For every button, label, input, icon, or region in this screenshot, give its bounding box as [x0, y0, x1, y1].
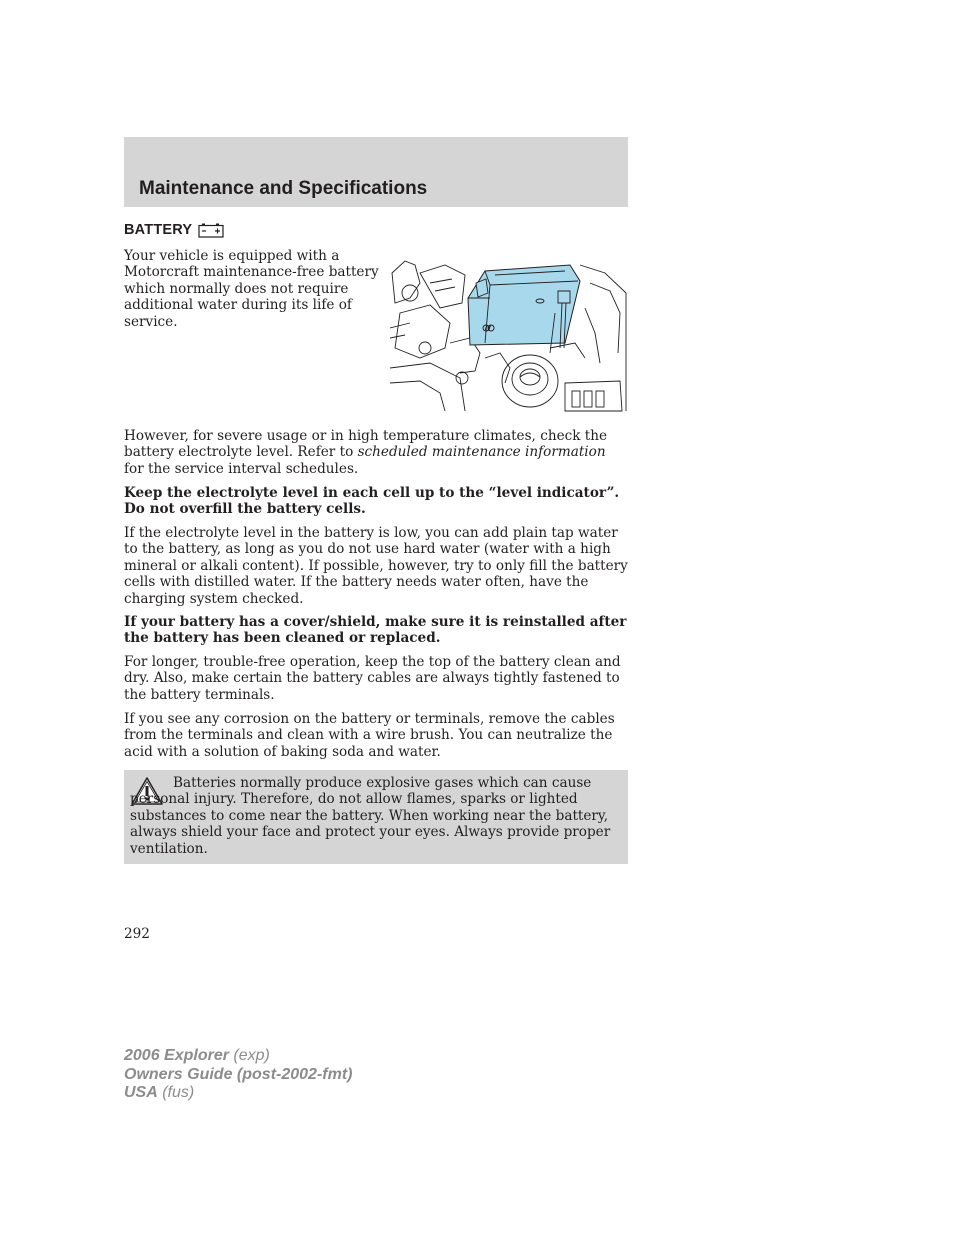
intro-paragraph: Your vehicle is equipped with a Motorcraft maintenance-free battery which normally does not require additional water during its life of service.: [124, 248, 379, 330]
battery-engine-illustration: [390, 253, 628, 413]
cover-shield-warning: If your battery has a cover/shield, make sure it is reinstalled after the battery has been cleaned or replaced.: [124, 614, 627, 647]
longer-operation-paragraph: For longer, trouble-free operation, keep the top of the battery clean and dry. Also, make certain the battery cables are always tightly fastened to the battery terminals.: [124, 654, 621, 703]
keep-level-warning: Keep the electrolyte level in each cell up to the “level indicator”. Do not overfill the battery cells.: [124, 485, 620, 518]
warning-box: [124, 770, 628, 864]
footer-market: USA: [124, 1084, 158, 1101]
low-level-paragraph: If the electrolyte level in the battery is low, you can add plain tap water to the battery, as long as you do not use hard water (water with a high mineral or alkali content). If possible, however, try to only fill the battery cells with distilled water. If the battery needs water often, have the charging system checked.: [124, 525, 628, 607]
document-footer: [124, 1047, 352, 1103]
footer-model-code: (exp): [228, 1047, 270, 1064]
severe-usage-paragraph: [124, 428, 628, 477]
warning-message: Batteries normally produce explosive gases which can cause personal injury. Therefore, do not allow flames, sparks or lighted substances to come near the battery. When working near the battery, always shield your face and protect your eyes. Always provide proper ventilation.: [130, 775, 611, 857]
battery-heading-text: BATTERY: [124, 222, 193, 238]
warning-text: [130, 775, 620, 857]
battery-icon: [198, 223, 224, 238]
battery-heading: [124, 222, 224, 238]
footer-line-3: [124, 1084, 352, 1103]
scheduled-maintenance-reference: scheduled maintenance information: [357, 444, 606, 461]
page-title: Maintenance and Specifications: [139, 178, 428, 199]
footer-guide: Owners Guide (post-2002-fmt): [124, 1065, 353, 1083]
severe-usage-text-end: for the service interval schedules.: [124, 460, 359, 477]
svg-text:ꭤ: ꭤ: [484, 323, 491, 334]
footer-model: 2006 Explorer: [124, 1047, 229, 1064]
footer-line-2: [124, 1066, 352, 1085]
footer-line-1: [124, 1047, 352, 1066]
footer-market-code: (fus): [157, 1084, 195, 1101]
severe-usage-text: However, for severe usage or in high temperature climates, check the battery electrolyte level. Refer to: [124, 428, 608, 461]
page-number: 292: [124, 926, 150, 942]
section-header-band: [124, 137, 628, 207]
corrosion-paragraph: If you see any corrosion on the battery or terminals, remove the cables from the terminals and clean with a wire brush. You can neutralize the acid with a solution of baking soda and water.: [124, 711, 615, 760]
